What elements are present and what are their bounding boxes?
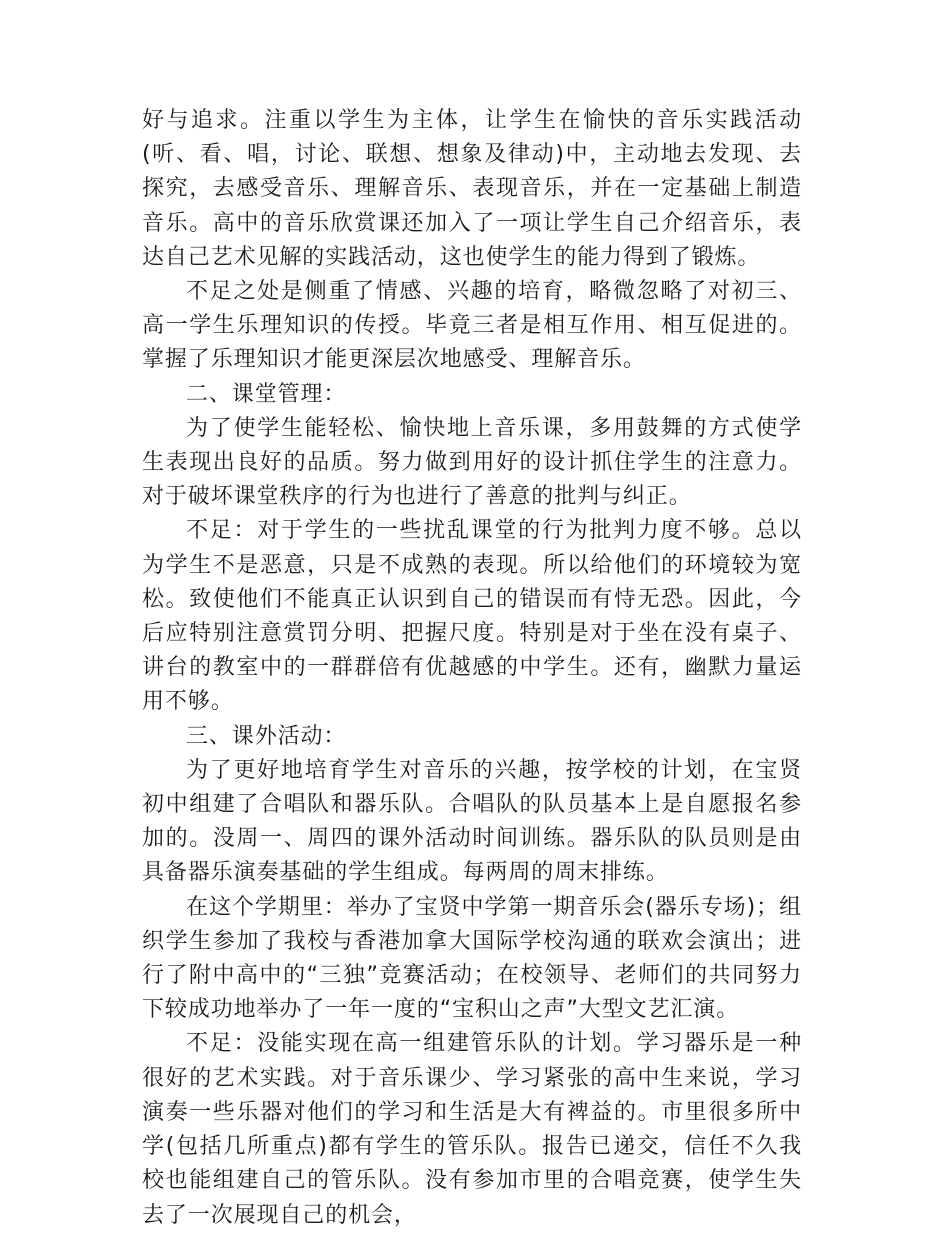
paragraph-3: 为了使学生能轻松、愉快地上音乐课，多用鼓舞的方式使学生表现出良好的品质。努力做到用好的设计抓住学生的注意力。对于破坏课堂秩序的行为也进行了善意的批判与纠正。 [142, 415, 802, 510]
paragraph-6: 在这个学期里：举办了宝贤中学第一期音乐会(器乐专场)；组织学生参加了我校与香港加拿大国际学校沟通的联欢会演出；进行了附中高中的“三独”竞赛活动；在校领导、老师们的共同努力下较成功地举办了一年一度的“宝积山之声”大型文艺汇演。 [142, 894, 802, 1023]
paragraph-4: 不足：对于学生的一些扰乱课堂的行为批判力度不够。总以为学生不是恶意，只是不成熟的表现。所以给他们的环境较为宽松。致使他们不能真正认识到自己的错误而有恃无恐。因此，今后应特别注意赏罚分明、把握尺度。特别是对于坐在没有桌子、讲台的教室中的一群群倍有优越感的中学生。还有，幽默力量运用不够。 [142, 518, 802, 715]
section-heading-extracurricular: 三、课外活动： [186, 723, 347, 749]
paragraph-5: 为了更好地培育学生对音乐的兴趣，按学校的计划，在宝贤初中组建了合唱队和器乐队。合唱队的队员基本上是自愿报名参加的。没周一、周四的课外活动时间训练。器乐队的队员则是由具备器乐演奏基础的学生组成。每两周的周末排练。 [142, 757, 802, 886]
paragraph-1: 好与追求。注重以学生为主体，让学生在愉快的音乐实践活动(听、看、唱，讨论、联想、想象及律动)中，主动地去发现、去探究，去感受音乐、理解音乐、表现音乐，并在一定基础上制造音乐。高中的音乐欣赏课还加入了一项让学生自己介绍音乐，表达自己艺术见解的实践活动，这也使学生的能力得到了锻炼。 [142, 108, 802, 270]
paragraph-7: 不足：没能实现在高一组建管乐队的计划。学习器乐是一种很好的艺术实践。对于音乐课少、学习紧张的高中生来说，学习演奏一些乐器对他们的学习和生活是大有裨益的。市里很多所中学(包括几所重点)都有学生的管乐队。报告已递交，信任不久我校也能组建自己的管乐队。没有参加市里的合唱竞赛，使学生失去了一次展现自己的机会， [142, 1031, 802, 1228]
section-heading-classroom-management: 二、课堂管理： [186, 381, 347, 407]
document-body [142, 104, 802, 1233]
paragraph-2: 不足之处是侧重了情感、兴趣的培育，略微忽略了对初三、高一学生乐理知识的传授。毕竟三者是相互作用、相互促进的。掌握了乐理知识才能更深层次地感受、理解音乐。 [142, 279, 802, 373]
